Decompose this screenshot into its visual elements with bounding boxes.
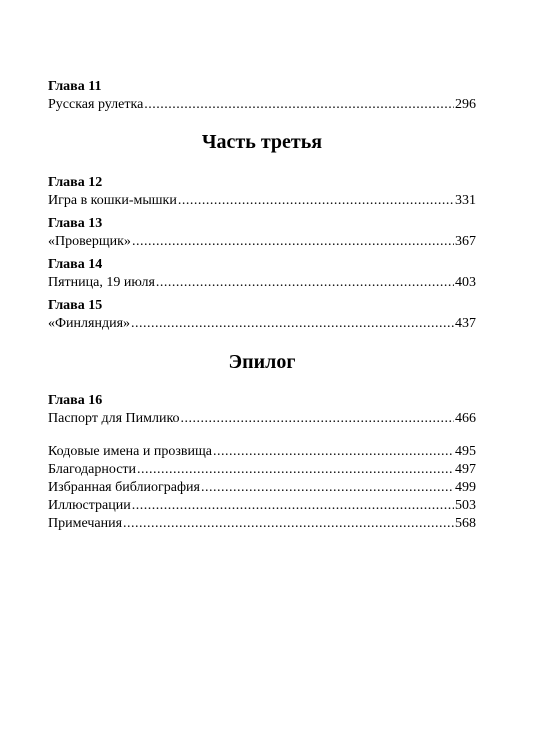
- entry-page-number: 437: [455, 316, 476, 331]
- chapter-number: Глава 11: [48, 79, 102, 94]
- chapter-number: Глава 13: [48, 216, 103, 231]
- toc-entry: [48, 233, 476, 251]
- chapter-number: Глава 16: [48, 393, 103, 408]
- chapter-number: Глава 15: [48, 298, 103, 313]
- toc-entry: [48, 479, 476, 497]
- toc-entry: [48, 497, 476, 515]
- toc-entry: [48, 461, 476, 479]
- toc-entry: [48, 410, 476, 428]
- entry-title: Паспорт для Пимлико: [48, 411, 180, 426]
- entry-page-number: 296: [455, 97, 476, 112]
- entry-title: Русская рулетка: [48, 97, 144, 112]
- entry-title: Благодарности: [48, 462, 137, 477]
- entry-title: Иллюстрации: [48, 498, 131, 513]
- dot-leader: [131, 315, 454, 333]
- chapter-number: Глава 12: [48, 175, 103, 190]
- toc-entry: [48, 96, 476, 114]
- toc-entry: [48, 192, 476, 210]
- dot-leader: [213, 443, 454, 461]
- entry-page-number: 466: [455, 411, 476, 426]
- chapter-block-13: [48, 215, 476, 258]
- entry-title: «Финляндия»: [48, 316, 131, 331]
- dot-leader: [132, 497, 454, 515]
- entry-page-number: 497: [455, 462, 476, 477]
- dot-leader: [132, 233, 454, 251]
- part-heading: Часть третья: [201, 131, 323, 153]
- entry-page-number: 331: [455, 193, 476, 208]
- entry-title: Избранная библиография: [48, 480, 200, 495]
- chapter-block-11: [48, 78, 476, 121]
- entry-page-number: 495: [455, 444, 476, 459]
- epilogue-heading: Эпилог: [228, 351, 296, 373]
- chapter-block-12: [48, 174, 476, 217]
- chapter-number: Глава 14: [48, 257, 103, 272]
- toc-entry: [48, 515, 476, 533]
- dot-leader: [156, 274, 454, 292]
- entry-page-number: 403: [455, 275, 476, 290]
- dot-leader: [181, 410, 454, 428]
- chapter-block-15: [48, 297, 476, 340]
- dot-leader: [178, 192, 454, 210]
- dot-leader: [144, 96, 454, 114]
- backmatter-list: [48, 443, 476, 533]
- entry-title: Кодовые имена и прозвища: [48, 444, 212, 459]
- toc-entry: [48, 315, 476, 333]
- toc-entry: [48, 274, 476, 292]
- entry-page-number: 503: [455, 498, 476, 513]
- chapter-block-14: [48, 256, 476, 299]
- entry-page-number: 499: [455, 480, 476, 495]
- entry-title: Игра в кошки-мышки: [48, 193, 177, 208]
- entry-title: «Проверщик»: [48, 234, 131, 249]
- entry-title: Пятница, 19 июля: [48, 275, 155, 290]
- dot-leader: [201, 479, 454, 497]
- entry-page-number: 367: [455, 234, 476, 249]
- entry-title: Примечания: [48, 516, 123, 531]
- chapter-block-16: [48, 392, 476, 435]
- dot-leader: [123, 515, 454, 533]
- dot-leader: [137, 461, 454, 479]
- entry-page-number: 568: [455, 516, 476, 531]
- toc-entry: [48, 443, 476, 461]
